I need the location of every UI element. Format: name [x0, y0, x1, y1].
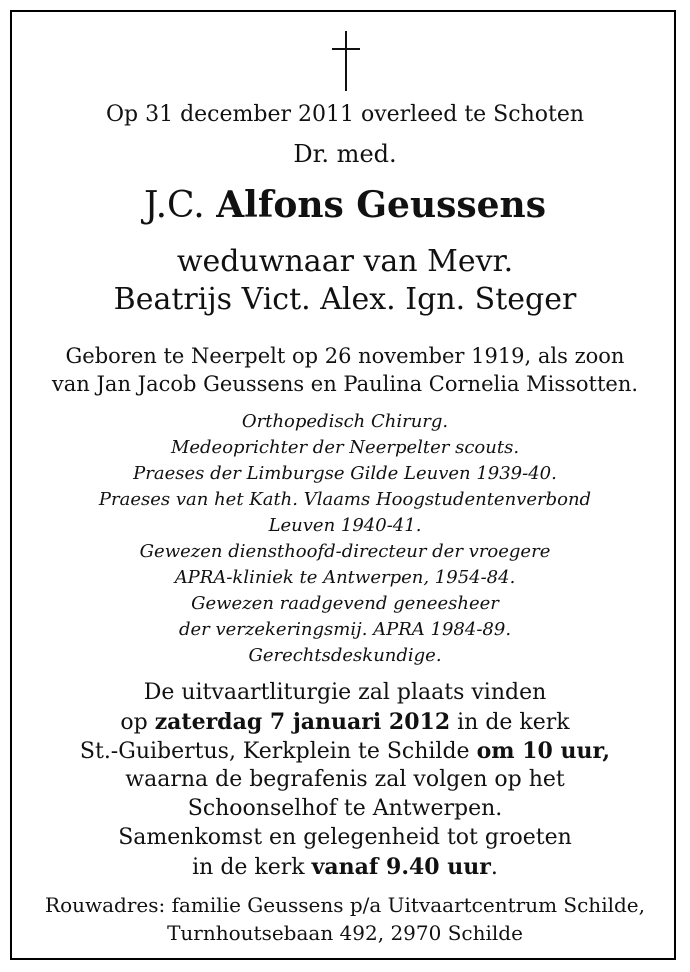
funeral-line: waarna de begrafenis zal volgen op het	[125, 767, 565, 792]
career-line: Medeoprichter der Neerpelter scouts.	[170, 437, 520, 458]
greeting-time: vanaf 9.40 uur	[311, 854, 491, 880]
birth-line: van Jan Jacob Geussens en Paulina Cornelia Missotten.	[51, 372, 639, 396]
career-line: Gerechtsdeskundige.	[248, 645, 442, 666]
funeral-line	[0, 854, 690, 880]
funeral-time: om 10 uur,	[476, 738, 611, 764]
funeral-line: De uitvaartliturgie zal plaats vinden	[143, 680, 547, 705]
deceased-name	[0, 184, 690, 226]
career-line: der verzekeringsmij. APRA 1984-89.	[178, 619, 512, 640]
funeral-line	[0, 709, 690, 735]
career-line: Gewezen diensthoofd-directeur der vroegere	[139, 541, 551, 562]
cross-icon	[332, 31, 360, 91]
career-line: APRA-kliniek te Antwerpen, 1954-84.	[174, 567, 516, 588]
spouse-name: Beatrijs Vict. Alex. Ign. Steger	[113, 282, 577, 317]
career-line: Gewezen raadgevend geneesheer	[191, 593, 499, 614]
widow-line: weduwnaar van Mevr.	[176, 244, 514, 279]
address-line: Rouwadres: familie Geussens p/a Uitvaartcentrum Schilde,	[45, 893, 645, 917]
career-line: Orthopedisch Chirurg.	[241, 411, 449, 432]
funeral-line	[0, 738, 690, 764]
career-line: Leuven 1940-41.	[268, 515, 422, 536]
funeral-text: op	[120, 710, 155, 735]
name-initials: J.C.	[143, 185, 205, 226]
career-line: Praeses der Limburgse Gilde Leuven 1939-40.	[133, 463, 557, 484]
funeral-line: Schoonselhof te Antwerpen.	[187, 796, 503, 821]
funeral-text: .	[490, 855, 498, 880]
funeral-date: zaterdag 7 januari 2012	[154, 709, 451, 735]
funeral-text: in de kerk	[450, 710, 570, 735]
funeral-text: St.-Guibertus, Kerkplein te Schilde	[79, 739, 477, 764]
funeral-line: Samenkomst en gelegenheid tot groeten	[118, 825, 572, 850]
birth-line: Geboren te Neerpelt op 26 november 1919, als zoon	[65, 344, 625, 368]
career-line: Praeses van het Kath. Vlaams Hoogstudentenverbond	[98, 489, 592, 510]
funeral-text: in de kerk	[192, 855, 312, 880]
name-main: Alfons Geussens	[216, 184, 547, 226]
address-line: Turnhoutsebaan 492, 2970 Schilde	[167, 921, 523, 945]
death-notice-intro: Op 31 december 2011 overleed te Schoten	[105, 102, 585, 127]
academic-title: Dr. med.	[293, 140, 397, 168]
